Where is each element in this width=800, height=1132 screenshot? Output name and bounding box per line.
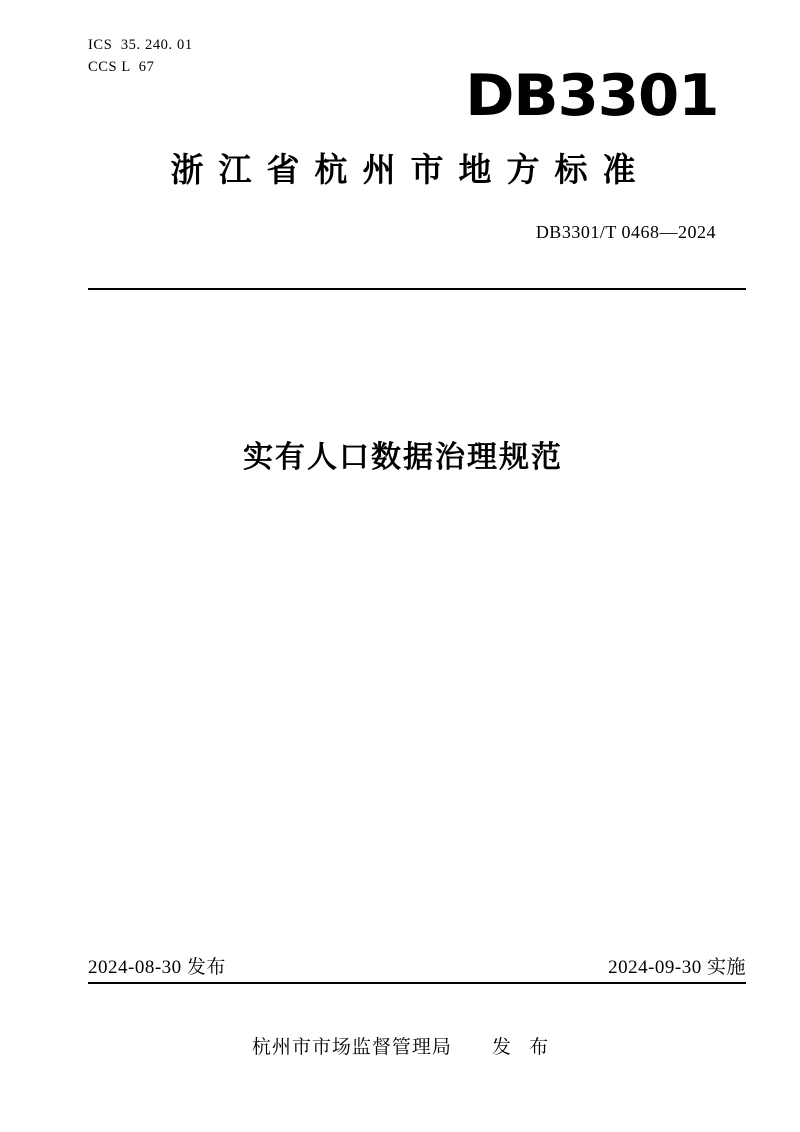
db-standard-mark: DB3301 (464, 63, 718, 129)
header-divider (88, 288, 746, 290)
publisher-line (88, 1032, 718, 1059)
standard-series-title: 浙江省杭州市地方标准 (170, 150, 651, 189)
publisher-action: 发 布 (492, 1036, 555, 1058)
classification-codes (88, 34, 193, 79)
date-row (88, 952, 746, 979)
document-title: 实有人口数据治理规范 (243, 440, 563, 475)
ccs-code: CCS L 67 (88, 59, 155, 76)
publisher-name: 杭州市市场监督管理局 (251, 1036, 452, 1058)
standard-number: DB3301/T 0468—2024 (535, 222, 716, 242)
ics-code: ICS 35. 240. 01 (88, 37, 193, 53)
effective-date: 2024-09-30 实施 (608, 957, 746, 978)
footer-divider (88, 982, 746, 984)
release-date: 2024-08-30 发布 (88, 957, 226, 978)
